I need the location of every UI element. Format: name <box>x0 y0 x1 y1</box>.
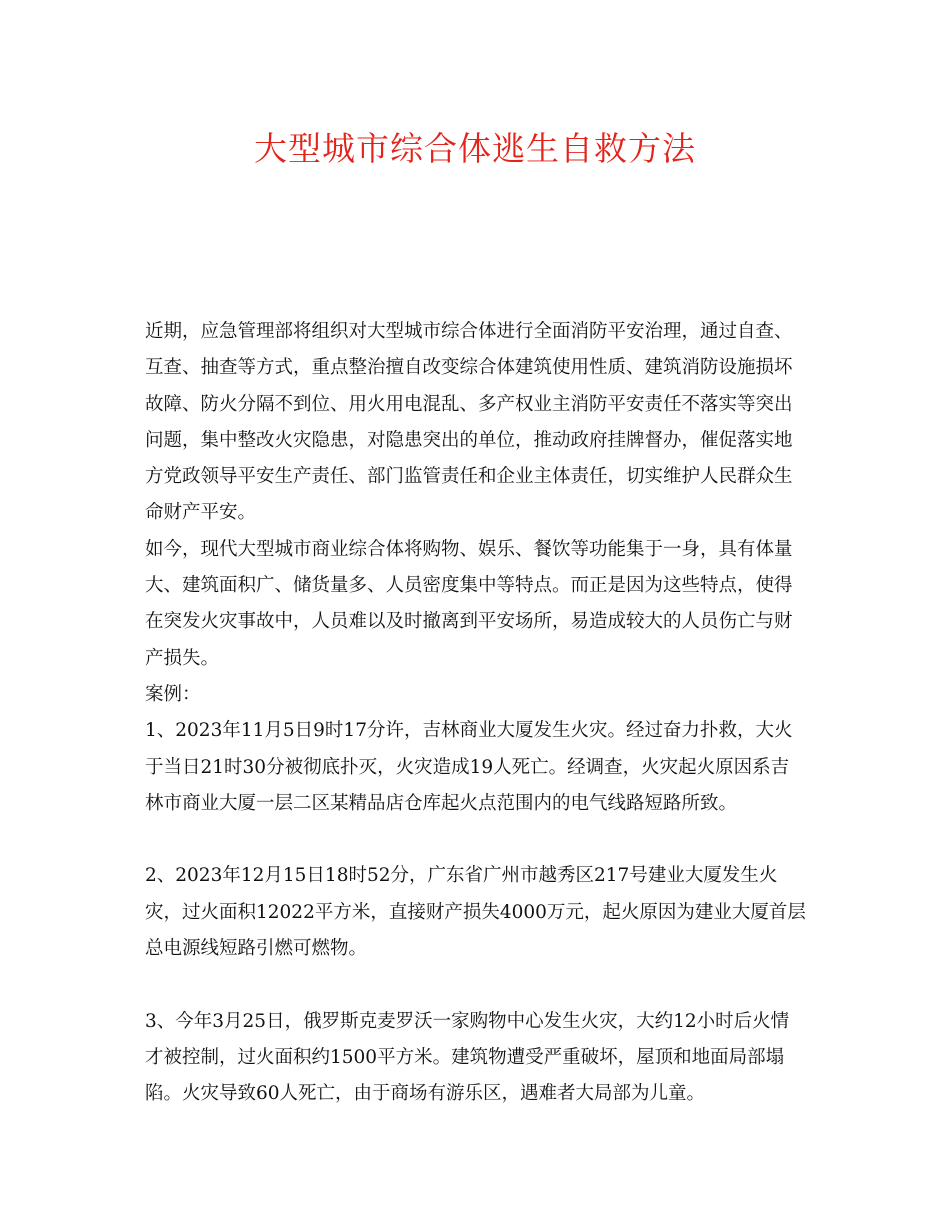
case-3-line: 3、今年3月25日，俄罗斯克麦罗沃一家购物中心发生火灾，大约12小时后火情 <box>145 1010 790 1032</box>
blank-line <box>145 822 807 858</box>
paragraph-line: 问题，集中整改火灾隐患，对隐患突出的单位，推动政府挂牌督办，催促落实地 <box>145 429 793 451</box>
paragraph-line: 互查、抽查等方式，重点整治擅自改变综合体建筑使用性质、建筑消防设施损坏 <box>145 357 793 379</box>
case-2-line: 总电源线短路引燃可燃物。 <box>145 938 368 960</box>
paragraph-line: 近期，应急管理部将组织对大型城市综合体进行全面消防平安治理，通过自查、 <box>145 321 793 342</box>
case-1-line: 1、2023年11月5日9时17分许，吉林商业大厦发生火灾。经过奋力扑救，大火 <box>145 720 793 742</box>
case-1-line: 于当日21时30分被彻底扑灭，火灾造成19人死亡。经调查，火灾起火原因系吉 <box>145 756 790 778</box>
case-1-line: 林市商业大厦一层二区某精品店仓库起火点范围内的电气线路短路所致。 <box>145 792 738 814</box>
document-body <box>145 314 807 1113</box>
blank-line <box>145 967 807 1003</box>
paragraph-line: 大、建筑面积广、储货量多、人员密度集中等特点。而正是因为这些特点，使得 <box>145 575 793 597</box>
case-3-line: 陷。火灾导致60人死亡，由于商场有游乐区，遇难者大局部为儿童。 <box>145 1083 706 1105</box>
case-heading: 案例： <box>145 683 201 705</box>
paragraph-line: 故障、防火分隔不到位、用火用电混乱、多产权业主消防平安责任不落实等突出 <box>145 393 793 415</box>
case-3-line: 才被控制，过火面积约1500平方米。建筑物遭受严重破坏，屋顶和地面局部塌 <box>145 1046 785 1068</box>
document-title: 大型城市综合体逃生自救方法 <box>254 129 696 168</box>
paragraph-line: 方党政领导平安生产责任、部门监管责任和企业主体责任，切实维护人民群众生 <box>145 466 793 488</box>
paragraph-line: 在突发火灾事故中，人员难以及时撤离到平安场所，易造成较大的人员伤亡与财 <box>145 611 793 633</box>
paragraph-line: 如今，现代大型城市商业综合体将购物、娱乐、餐饮等功能集于一身，具有体量 <box>145 538 793 560</box>
case-2-line: 灾，过火面积12022平方米，直接财产损失4000万元，起火原因为建业大厦首层 <box>145 901 806 923</box>
case-2-line: 2、2023年12月15日18时52分，广东省广州市越秀区217号建业大厦发生火 <box>145 865 778 887</box>
paragraph-line: 命财产平安。 <box>145 502 257 524</box>
paragraph-line: 产损失。 <box>145 647 220 669</box>
